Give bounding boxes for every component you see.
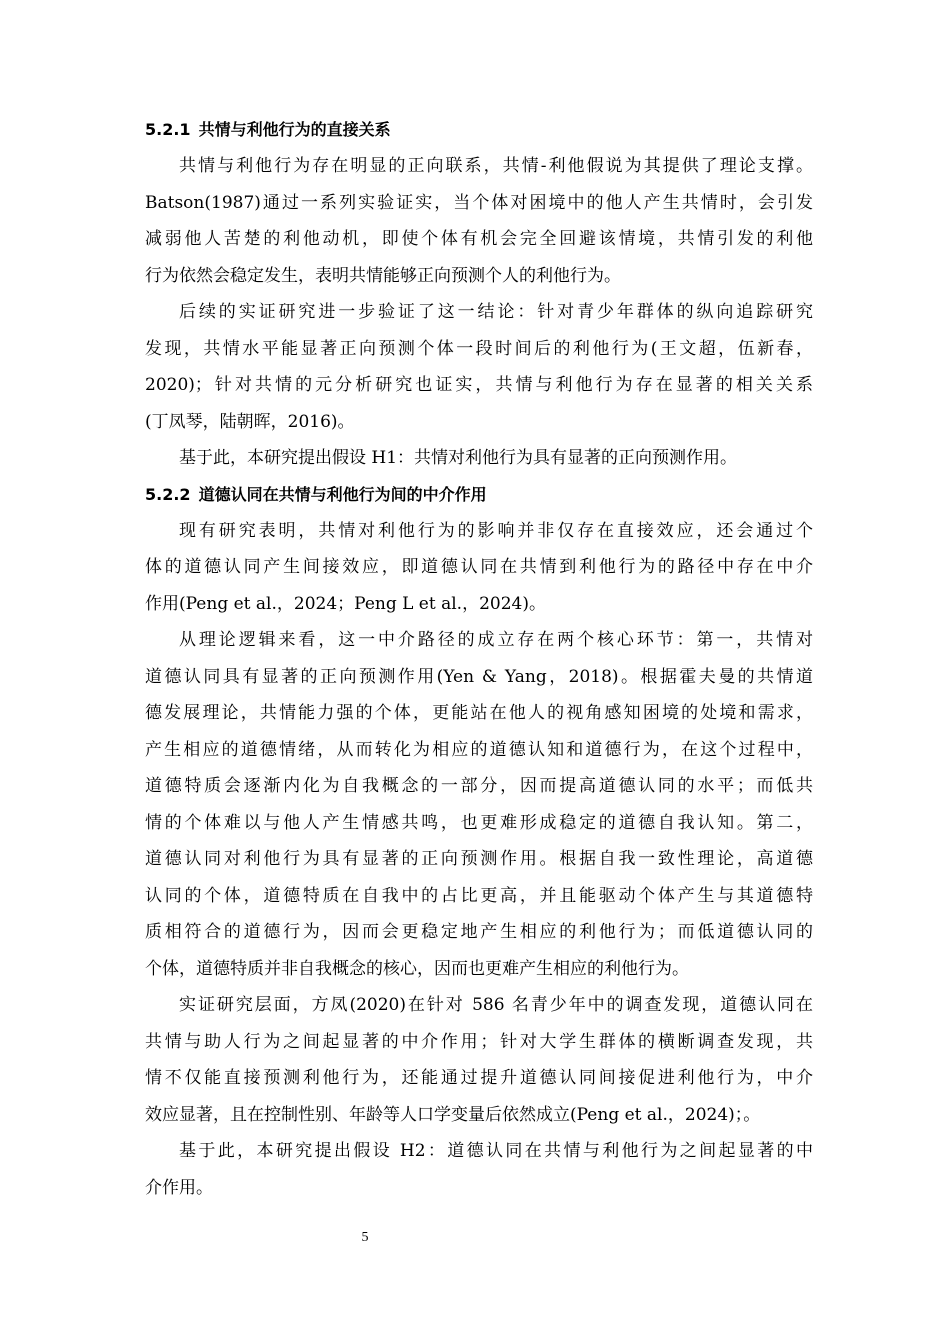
- section-number: 5.2.2: [145, 484, 191, 504]
- text-line: 认同的个体，道德特质在自我中的占比更高，并且能驱动个体产生与其道德特: [145, 885, 813, 906]
- page-number: 5: [361, 1230, 369, 1245]
- text-line: 情的个体难以与他人产生情感共鸣，也更难形成稳定的道德自我认知。第二，: [145, 812, 813, 833]
- text-line: 基于此，本研究提出假设 H2：道德认同在共情与利他行为之间起显著的中: [179, 1141, 813, 1161]
- text-line: 情不仅能直接预测利他行为，还能通过提升道德认同间接促进利他行为，中介: [145, 1068, 813, 1088]
- text-line: 个体，道德特质并非自我概念的核心，因而也更难产生相应的利他行为。: [145, 958, 689, 979]
- text-line: 产生相应的道德情绪，从而转化为相应的道德认知和道德行为，在这个过程中，: [145, 739, 813, 760]
- page-body: [145, 112, 813, 1206]
- text-line: 介作用。: [145, 1177, 213, 1198]
- text-line: 作用(Peng et al.，2024；Peng L et al.，2024)。: [145, 593, 546, 614]
- text-line: Batson(1987)通过一系列实验证实，当个体对困境中的他人产生共情时，会引发: [145, 192, 813, 213]
- text-line: 2020)；针对共情的元分析研究也证实，共情与利他行为存在显著的相关关系: [145, 375, 813, 395]
- text-line: 行为依然会稳定发生，表明共情能够正向预测个人的利他行为。: [145, 265, 621, 286]
- text-line: 道德认同对利他行为具有显著的正向预测作用。根据自我一致性理论，高道德: [145, 849, 813, 869]
- paragraph: [145, 513, 813, 623]
- section-title: 共情与利他行为的直接关系: [198, 120, 391, 139]
- text-line: (丁凤琴，陆朝晖，2016)。: [145, 411, 355, 432]
- text-line: 基于此，本研究提出假设 H1：共情对利他行为具有显著的正向预测作用。: [179, 448, 738, 468]
- paragraph: [145, 294, 813, 440]
- section-number: 5.2.1: [145, 120, 191, 139]
- text-line: 减弱他人苦楚的利他动机，即使个体有机会完全回避该情境，共情引发的利他: [145, 229, 813, 249]
- text-line: 共情与助人行为之间起显著的中介作用；针对大学生群体的横断调查发现，共: [145, 1031, 813, 1052]
- paragraph: [145, 440, 813, 477]
- text-line: 道德特质会逐渐内化为自我概念的一部分，因而提高道德认同的水平；而低共: [145, 776, 813, 796]
- section-heading: [145, 112, 813, 148]
- text-line: 从理论逻辑来看，这一中介路径的成立存在两个核心环节：第一，共情对: [179, 630, 813, 650]
- paragraph: [145, 1133, 813, 1206]
- paragraph: [145, 987, 813, 1133]
- text-line: 德发展理论，共情能力强的个体，更能站在他人的视角感知困境的处境和需求，: [145, 703, 813, 723]
- text-line: 共情与利他行为存在明显的正向联系，共情-利他假说为其提供了理论支撑。: [179, 156, 813, 176]
- text-line: 后续的实证研究进一步验证了这一结论：针对青少年群体的纵向追踪研究: [179, 302, 813, 322]
- section-title: 道德认同在共情与利他行为间的中介作用: [198, 484, 487, 504]
- text-line: 效应显著，且在控制性别、年龄等人口学变量后依然成立(Peng et al.，2024)；。: [145, 1104, 761, 1125]
- text-line: 质相符合的道德行为，因而会更稳定地产生相应的利他行为；而低道德认同的: [145, 922, 813, 942]
- text-line: 道德认同具有显著的正向预测作用(Yen & Yang，2018)。根据霍夫曼的共情道: [145, 666, 813, 687]
- text-line: 现有研究表明，共情对利他行为的影响并非仅存在直接效应，还会通过个: [179, 520, 813, 541]
- paragraph: [145, 148, 813, 294]
- paragraph: [145, 622, 813, 987]
- text-line: 体的道德认同产生间接效应，即道德认同在共情到利他行为的路径中存在中介: [145, 557, 813, 577]
- section-heading: [145, 477, 813, 513]
- text-line: 实证研究层面，方凤(2020)在针对 586 名青少年中的调查发现，道德认同在: [179, 995, 813, 1015]
- text-line: 发现，共情水平能显著正向预测个体一段时间后的利他行为(王文超，伍新春，: [145, 338, 813, 359]
